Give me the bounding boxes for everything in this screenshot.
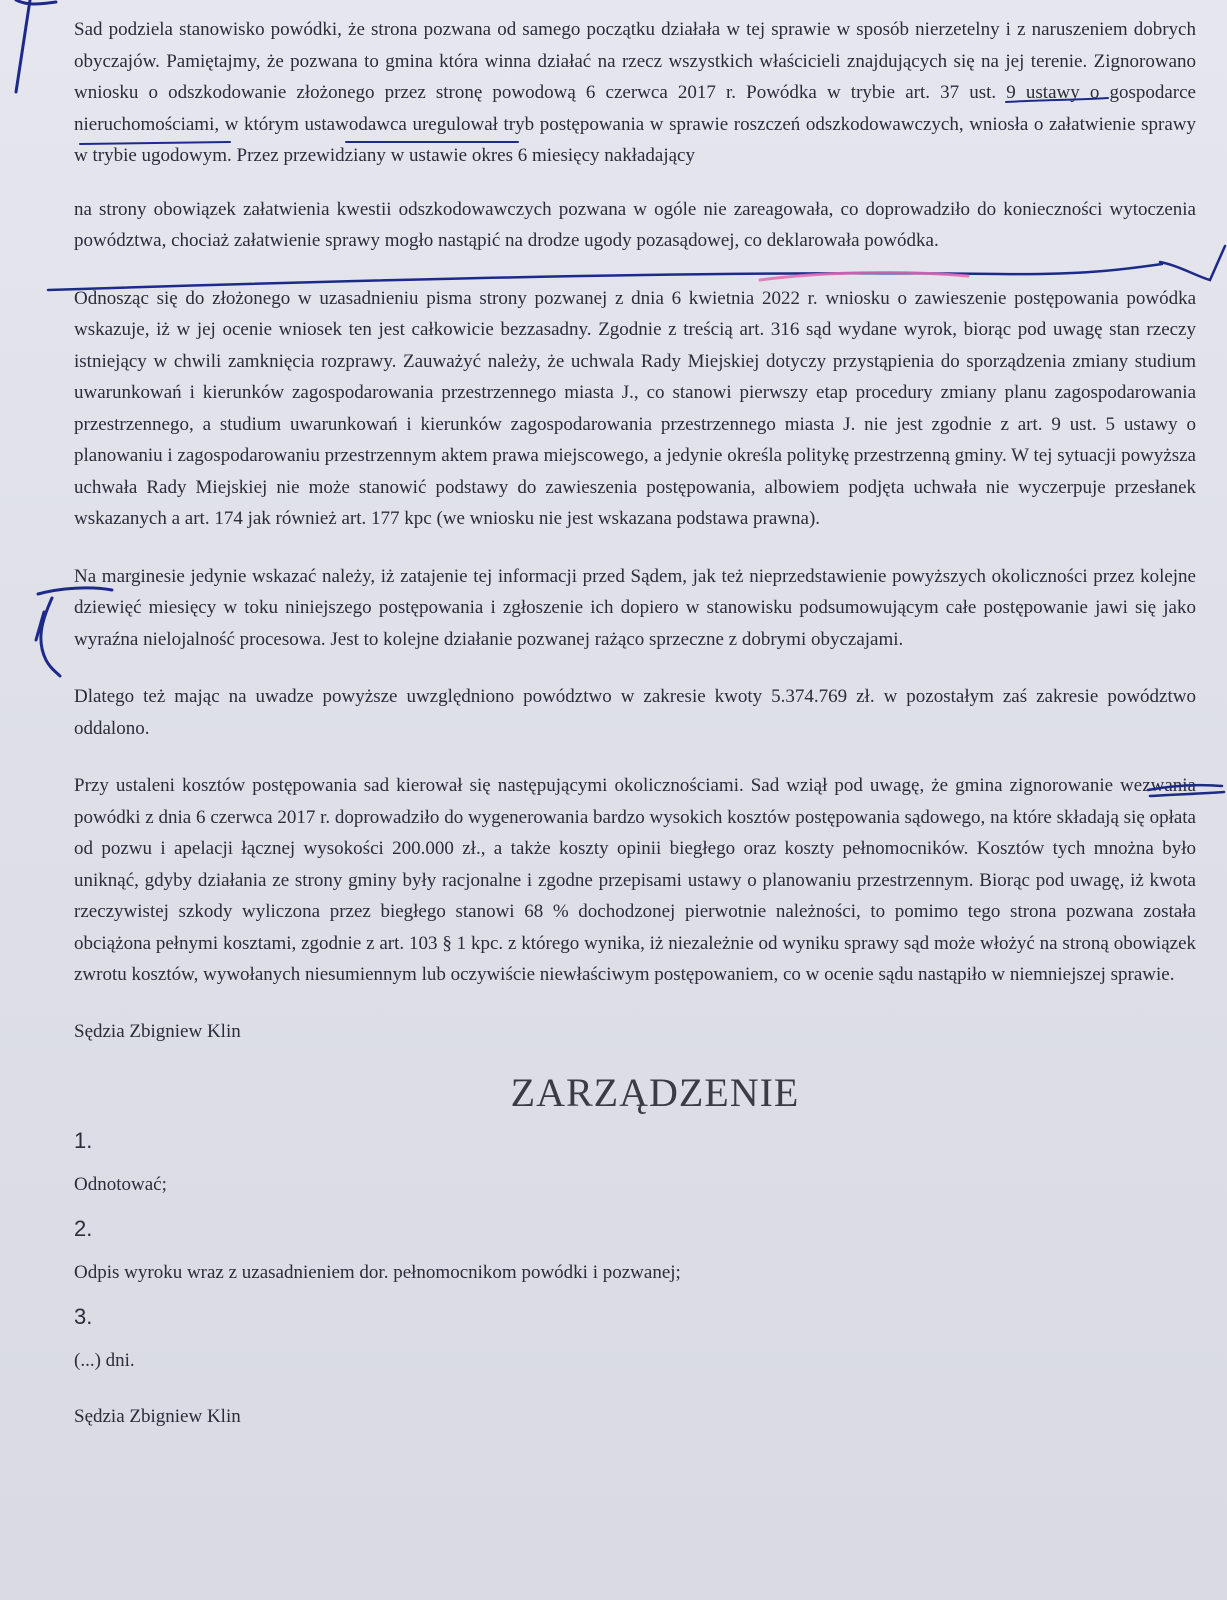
order-item-text: Odpis wyroku wraz z uzasadnieniem dor. pełnomocnikom powódki i pozwanej; <box>74 1261 681 1283</box>
order-item-number: 2. <box>74 1215 93 1241</box>
margin-bracket-mark <box>16 0 56 92</box>
order-item-text: Odnotować; <box>74 1173 167 1195</box>
order-title: ZARZĄDZENIE <box>510 1069 800 1115</box>
paragraph-3: Odnosząc się do złożonego w uzasadnieniu pisma strony pozwanej z dnia 6 kwietnia 2022 r. wniosku o zawieszenie postępowania powódka wskazuje, iż w jej ocenie wniosek ten jest całkowicie bezzasadny. Zgodnie z treścią art. 316 sąd wydane wyrok, biorąc pod uwagę stan rzeczy istniejący w chwili zamknięcia rozprawy. Zauważyć należy, że uchwala Rady Miejskiej dotyczy przystąpienia do sporządzenia zmiany studium uwarunkowań i kierunków zagospodarowania przestrzennego miasta J., co stanowi pierwszy etap procedury zmiany planu zagospodarowania przestrzennego, a studium uwarunkowań i kierunków zagospodarowania przestrzennego miasta J. nie jest zgodnie z art. 9 ust. 5 ustawy o planowaniu i zagospodarowaniu przestrzennym aktem prawa miejscowego, a jedynie określa politykę przestrzenną gminy. W tej sytuacji powyższa uchwała Rady Miejskiej nie może stanowić podstawy do zawieszenia postępowania, albowiem podjęta uchwała nie wyczerpuje przesłanek wskazanych a art. 174 jak również art. 177 kpc (we wniosku nie jest wskazana podstawa prawna). <box>74 287 1196 529</box>
paragraph-2: na strony obowiązek załatwienia kwestii odszkodowawczych pozwana w ogóle nie zareagowała, co doprowadziło do konieczności wytoczenia powództwa, chociaż załatwienie sprawy mogło nastąpić na drodze ugody pozasądowej, co deklarowała powódka. <box>74 198 1196 251</box>
document-body <box>74 14 1196 1432</box>
order-item-number: 3. <box>74 1303 93 1329</box>
paragraph-4: Na marginesie jedynie wskazać należy, iż zatajenie tej informacji przed Sądem, jak też nieprzedstawienie powyższych okoliczności przez kolejne dziewięć miesięcy w toku niniejszego postępowania i zgłoszenie ich dopiero w stanowisku podsumowującym całe postępowanie jawi się jako wyraźna nielojalność procesowa. Jest to kolejne działanie pozwanej rażąco sprzeczne z dobrymi obyczajami. <box>74 565 1196 650</box>
judge-signature: Sędzia Zbigniew Klin <box>74 1020 241 1042</box>
paragraph-5: Dlatego też mając na uwadze powyższe uwzględniono powództwo w zakresie kwoty 5.374.769 zł. w pozostałym zaś zakresie powództwo oddalono. <box>74 686 1196 739</box>
order-item-text: (...) dni. <box>74 1349 135 1371</box>
paragraph-6: Przy ustaleni kosztów postępowania sad kierował się następującymi okolicznościami. Sad wziął pod uwagę, że gmina zignorowanie wezwania powódki z dnia 6 czerwca 2017 r. doprowadziło do wygenerowania bardzo wysokich kosztów postępowania sądowego, na które składają się opłata od pozwu i apelacji łącznej wysokości 200.000 zł., a także koszty opinii biegłego oraz koszty pełnomocników. Kosztów tych mnożna było uniknąć, gdyby działania ze strony gminy były racjonalne i zgodne przepisami ustawy o planowaniu przestrzennym. Biorąc pod uwagę, iż kwota rzeczywistej szkody wyliczona przez biegłego stanowi 68 % dochodzonej pierwotnie należności, to pomimo tego strona pozwana została obciążona pełnymi kosztami, zgodnie z art. 103 § 1 kpc. z którego wynika, iż niezależnie od wyniku sprawy sąd może włożyć na stroną obowiązek zwrotu kosztów, wywołanych niesumiennym lub oczywiście niewłaściwym postępowaniem, co w ocenie sądu nastąpiło w niemniejszej sprawie. <box>74 775 1196 985</box>
judge-signature-bottom: Sędzia Zbigniew Klin <box>74 1405 241 1427</box>
order-item-number: 1. <box>74 1127 93 1153</box>
paragraph-1: Sad podziela stanowisko powódki, że strona pozwana od samego początku działała w tej sprawie w sposób nierzetelny i z naruszeniem dobrych obyczajów. Pamiętajmy, że pozwana to gmina która winna działać na rzecz wszystkich właścicieli znajdujących się na jej terenie. Zignorowano wniosku o odszkodowanie złożonego przez stronę powodową 6 czerwca 2017 r. Powódka w trybie art. 37 ust. 9 ustawy o gospodarce nieruchomościami, w którym ustawodawca uregulował tryb postępowania w sprawie roszczeń odszkodowawczych, wniosła o załatwienie sprawy w trybie ugodowym. Przez przewidziany w ustawie okres 6 miesięcy nakładający <box>74 19 1196 166</box>
